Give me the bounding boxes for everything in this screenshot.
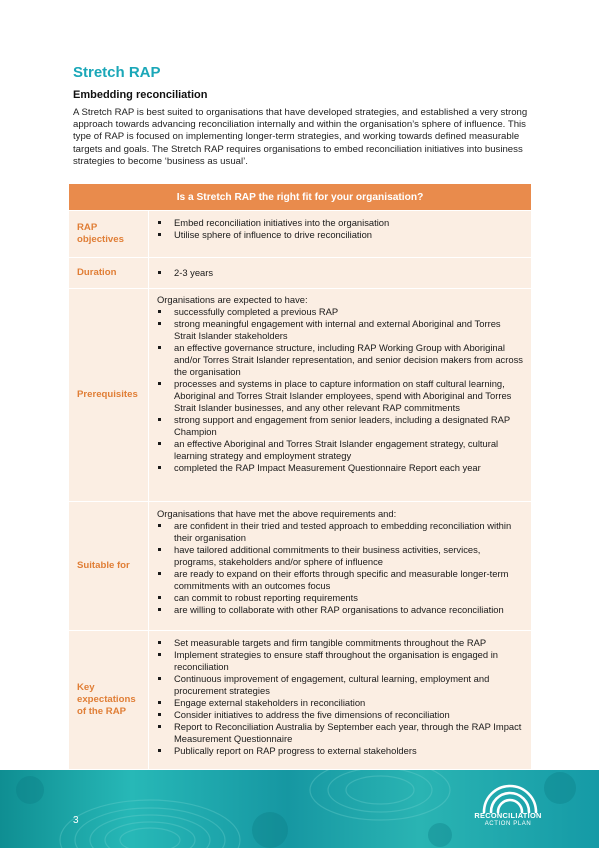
list-item: Embed reconciliation initiatives into the organisation [157, 217, 525, 229]
reconciliation-logo-icon [470, 778, 550, 838]
row-lead-text: Organisations are expected to have: [157, 294, 308, 305]
row-label: Key expectations of the RAP [69, 631, 149, 769]
list-item: processes and systems in place to capture information on staff cultural learning, Aboriginal and Torres Strait Islander employees, spend with Aboriginal and Torres Strait Islander businesses, and any other relevant RAP commitments [157, 378, 525, 414]
list-item: Continuous improvement of engagement, cultural learning, employment and procurement strategies [157, 673, 525, 697]
row-label: Suitable for [69, 502, 149, 630]
bullet-list [157, 520, 525, 616]
row-label: Duration [69, 258, 149, 288]
page-number: 3 [73, 815, 79, 826]
row-label: Prerequisites [69, 289, 149, 501]
row-label: RAP objectives [69, 211, 149, 257]
row-lead-text: Organisations that have met the above requirements and: [157, 508, 397, 519]
list-item: Engage external stakeholders in reconciliation [157, 697, 525, 709]
list-item: strong meaningful engagement with internal and external Aboriginal and Torres Strait Islander stakeholders [157, 318, 525, 342]
table-row-prerequisites [69, 288, 531, 501]
row-content [149, 502, 531, 630]
table-row-rap-objectives [69, 210, 531, 257]
list-item: Implement strategies to ensure staff throughout the organisation is engaged in reconciliation [157, 649, 525, 673]
list-item: Consider initiatives to address the five dimensions of reconciliation [157, 709, 525, 721]
list-item: strong support and engagement from senior leaders, including a designated RAP Champion [157, 414, 525, 438]
list-item: have tailored additional commitments to their business activities, services, programs, stakeholders and/or sphere of influence [157, 544, 525, 568]
rap-fit-table [69, 184, 531, 769]
logo-text-sub: ACTION PLAN [484, 821, 532, 827]
list-item: are ready to expand on their efforts through specific and measurable longer-term commitments with an outcomes focus [157, 568, 525, 592]
intro-paragraph: A Stretch RAP is best suited to organisations that have developed strategies, and established a very strong approach towards advancing reconciliation internally and within the organisation’s sphere of influence. This type of RAP is focused on implementing longer-term strategies, and working towards defined measurable targets and goals. The Stretch RAP requires organisations to embed reconciliation initiatives into business strategies to become ‘business as usual’. [73, 107, 528, 167]
table-row-key-expectations [69, 630, 531, 769]
page-title: Stretch RAP [73, 64, 161, 81]
table-header: Is a Stretch RAP the right fit for your organisation? [69, 184, 531, 210]
row-content [149, 631, 531, 769]
row-content [149, 211, 531, 257]
list-item: Publically report on RAP progress to external stakeholders [157, 745, 525, 757]
bullet-list [157, 637, 525, 757]
bullet-list [157, 217, 525, 241]
list-item: can commit to robust reporting requirements [157, 592, 525, 604]
list-item: an effective governance structure, including RAP Working Group with Aboriginal and/or Torres Strait Islander representation, and senior decision makers from across the organisation [157, 342, 525, 378]
list-item: Utilise sphere of influence to drive reconciliation [157, 229, 525, 241]
list-item: are willing to collaborate with other RAP organisations to advance reconciliation [157, 604, 525, 616]
table-row-duration [69, 257, 531, 288]
footer-banner [0, 770, 599, 848]
bullet-list [157, 267, 213, 279]
bullet-list [157, 306, 525, 474]
row-content [149, 258, 531, 288]
list-item: 2-3 years [157, 267, 213, 279]
row-content [149, 289, 531, 501]
list-item: are confident in their tried and tested approach to embedding reconciliation within their organisation [157, 520, 525, 544]
list-item: Report to Reconciliation Australia by September each year, through the RAP Impact Measurement Questionnaire [157, 721, 525, 745]
list-item: Set measurable targets and firm tangible commitments throughout the RAP [157, 637, 525, 649]
page-subtitle: Embedding reconciliation [73, 89, 208, 101]
table-row-suitable-for [69, 501, 531, 630]
list-item: successfully completed a previous RAP [157, 306, 525, 318]
list-item: an effective Aboriginal and Torres Strait Islander engagement strategy, cultural learning strategy and employment strategy [157, 438, 525, 462]
logo-text-main: RECONCILIATION [474, 811, 542, 820]
list-item: completed the RAP Impact Measurement Questionnaire Report each year [157, 462, 525, 474]
